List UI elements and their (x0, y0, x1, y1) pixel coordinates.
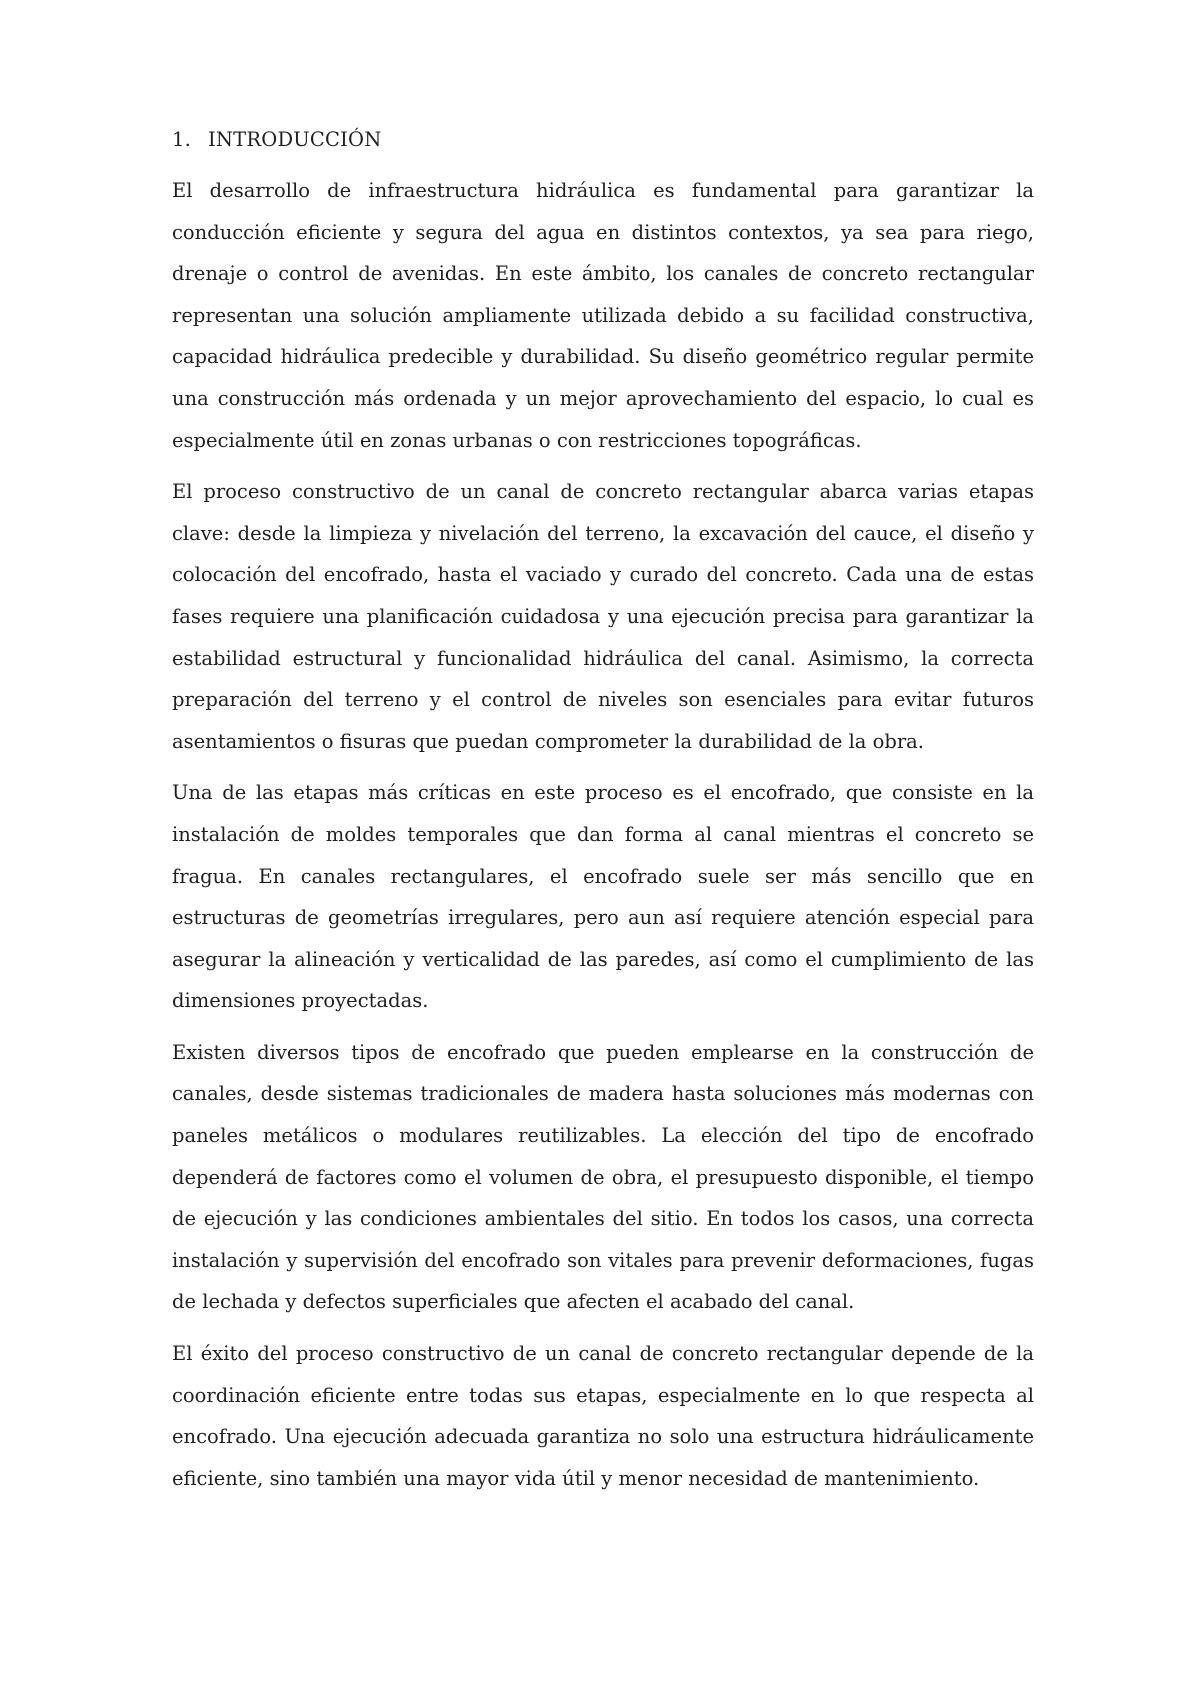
paragraph-3: Una de las etapas más críticas en este proceso es el encofrado, que consiste en la instalación de moldes temporales que dan forma al canal mientras el concreto se fragua. En canales rectangulares, el encofrado suele ser más sencillo que en estructuras de geometrías irregulares, pero aun así requiere atención especial para asegurar la alineación y verticalidad de las paredes, así como el cumplimiento de las dimensiones proyectadas. (172, 781, 1034, 1013)
section-title: INTRODUCCIÓN (208, 128, 382, 151)
document-body (172, 124, 1034, 1509)
paragraph-5: El éxito del proceso constructivo de un canal de concreto rectangular depende de la coordinación eficiente entre todas sus etapas, especialmente en lo que respecta al encofrado. Una ejecución adecuada garantiza no solo una estructura hidráulicamente eficiente, sino también una mayor vida útil y menor necesidad de mantenimiento. (172, 1342, 1034, 1490)
paragraph-1: El desarrollo de infraestructura hidráulica es fundamental para garantizar la conducción eficiente y segura del agua en distintos contextos, ya sea para riego, drenaje o control de avenidas. En este ámbito, los canales de concreto rectangular representan una solución ampliamente utilizada debido a su facilidad constructiva, capacidad hidráulica predecible y durabilidad. Su diseño geométrico regular permite una construcción más ordenada y un mejor aprovechamiento del espacio, lo cual es especialmente útil en zonas urbanas o con restricciones topográficas. (172, 179, 1034, 452)
paragraph-4: Existen diversos tipos de encofrado que pueden emplearse en la construcción de canales, desde sistemas tradicionales de madera hasta soluciones más modernas con paneles metálicos o modulares reutilizables. La elección del tipo de encofrado dependerá de factores como el volumen de obra, el presupuesto disponible, el tiempo de ejecución y las condiciones ambientales del sitio. En todos los casos, una correcta instalación y supervisión del encofrado son vitales para prevenir deformaciones, fugas de lechada y defectos superficiales que afecten el acabado del canal. (172, 1040, 1034, 1314)
section-number: 1. (172, 128, 192, 151)
section-heading (172, 124, 1034, 156)
paragraph-2: El proceso constructivo de un canal de concreto rectangular abarca varias etapas clave: desde la limpieza y nivelación del terreno, la excavación del cauce, el diseño y colocación del encofrado, hasta el vaciado y curado del concreto. Cada una de estas fases requiere una planificación cuidadosa y una ejecución precisa para garantizar la estabilidad estructural y funcionalidad hidráulica del canal. Asimismo, la correcta preparación del terreno y el control de niveles son esenciales para evitar futuros asentamientos o fisuras que puedan comprometer la durabilidad de la obra. (172, 480, 1034, 753)
